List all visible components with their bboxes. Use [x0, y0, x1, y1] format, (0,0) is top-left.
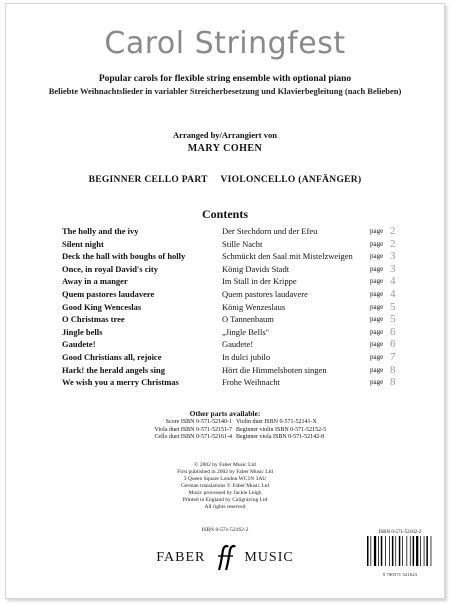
toc-title-english: We wish you a merry Christmas [62, 377, 179, 388]
toc-row [62, 288, 402, 301]
sheet-music-inner-cover [5, 3, 445, 599]
toc-page-number: 3 [390, 262, 396, 275]
toc-page-label: page [370, 277, 384, 286]
toc-title-german: In dulci jubilo [222, 351, 271, 362]
isbn: ISBN 0-571-52162-2 [201, 527, 249, 533]
toc-page-label: page [370, 352, 384, 361]
toc-page-label: page [370, 302, 384, 311]
part-english: BEGINNER CELLO PART [88, 175, 208, 185]
part-label [6, 175, 444, 185]
publisher-logo-right: MUSIC [244, 550, 294, 565]
toc-page-number: 6 [390, 338, 396, 351]
arranger-name: MARY COHEN [187, 143, 263, 154]
credit-line: All rights reserved [204, 504, 246, 510]
toc-title-german: „Jingle Bells" [222, 326, 270, 337]
toc-page-number: 8 [390, 376, 396, 389]
toc-page-label: page [370, 252, 384, 261]
other-part-left: Score ISBN 0-571-52140-1 [165, 419, 232, 425]
toc-page-label: page [370, 264, 384, 273]
toc-row [62, 301, 402, 314]
credit-line: Printed in England by Caligraving Ltd [182, 497, 268, 503]
credit-line: 3 Queen Square London WC1N 3AU [183, 476, 267, 482]
toc-title-english: Good King Wenceslas [62, 301, 142, 312]
toc-title-english: The holly and the ivy [62, 226, 139, 236]
toc-page-label: page [370, 378, 384, 387]
toc-row [62, 313, 402, 326]
page-title: Carol Stringfest [104, 26, 346, 61]
part-german: VIOLONCELLO (ANFÄNGER) [220, 175, 362, 185]
toc-title-english: Away in a manger [62, 276, 128, 287]
arranged-by-label: Arranged by/Arrangiert von [173, 130, 277, 140]
other-part-right: Violin duet ISBN 0-571-52141-X [236, 419, 317, 425]
toc-page-number: 2 [390, 237, 396, 250]
toc-page-number: 2 [390, 225, 396, 237]
toc-page-number: 6 [390, 325, 396, 338]
toc-title-german: Im Stall in der Krippe [222, 276, 297, 287]
toc-title-english: Hark! the herald angels sing [62, 364, 165, 375]
other-part-row [114, 427, 354, 435]
credit-line: Music processed by Jackie Leigh [188, 490, 262, 496]
toc-title-german: König Wenzeslaus [222, 301, 286, 312]
credit-line: German translations © Faber Music Ltd [180, 483, 270, 489]
toc-page-label: page [370, 239, 384, 248]
copyright-credits [6, 462, 444, 511]
toc-title-german: Hört die Himmelsboten singen [222, 364, 327, 375]
credit-line: © 2002 by Faber Music Ltd [194, 462, 256, 468]
toc-page-number: 3 [390, 250, 396, 263]
toc-page-label: page [370, 315, 384, 324]
toc-page-number: 4 [390, 287, 396, 300]
toc-page-number: 8 [390, 363, 396, 376]
barcode-bars-icon [364, 535, 436, 567]
toc-row [62, 351, 402, 364]
publisher-logo-left: FABER [156, 550, 206, 565]
other-part-left: Cello duet ISBN 0-571-52161-4 [154, 434, 232, 440]
toc-page-number: 5 [390, 300, 396, 313]
toc-page-label: page [370, 365, 384, 374]
toc-row [62, 225, 402, 238]
toc-page-label: page [370, 289, 384, 298]
toc-title-english: Gaudete! [62, 339, 96, 350]
toc-title-german: O Tannenbaum [222, 314, 274, 325]
toc-page-number: 4 [390, 275, 396, 288]
barcode-isbn: ISBN 0-571-52162-2 [378, 530, 422, 535]
toc-page-number: 7 [390, 350, 396, 363]
barcode-digits: 9 780571 521623 [382, 572, 418, 577]
toc-title-english: Once, in royal David's city [62, 263, 158, 274]
forte-ff-icon [212, 544, 238, 572]
credit-line: First published in 2002 by Faber Music Ltd [177, 469, 273, 475]
barcode [364, 530, 436, 578]
toc-title-german: Schmückt den Saal mit Mistelzweigen [222, 251, 353, 262]
toc-page-label: page [370, 227, 384, 235]
toc-row [62, 275, 402, 288]
toc-row [62, 250, 402, 263]
toc-page-number: 5 [390, 313, 396, 326]
other-part-right: Beginner violin ISBN 0-571-52152-5 [236, 426, 327, 433]
toc-title-german: König Davids Stadt [222, 263, 290, 274]
subtitle: Popular carols for flexible string ensemble with optional piano [98, 74, 352, 84]
toc-title-english: Jingle bells [62, 326, 103, 337]
toc-title-english: O Christmas tree [62, 314, 125, 325]
toc-row [62, 338, 402, 351]
toc-title-german: Frohe Weihnacht [222, 377, 280, 388]
toc-row [62, 238, 402, 251]
contents-heading: Contents [201, 207, 248, 221]
toc-page-label: page [370, 327, 384, 336]
toc-title-english: Quem pastores laudavere [62, 288, 155, 299]
toc-row [62, 376, 402, 389]
toc-title-english: Silent night [62, 238, 104, 249]
toc-title-english: Good Christians all, rejoice [62, 351, 162, 362]
toc-row [62, 326, 402, 339]
other-parts-heading: Other parts available: [189, 409, 261, 418]
toc-title-english: Deck the hall with boughs of holly [62, 251, 186, 262]
toc-title-german: Quem pastores laudavere [222, 288, 308, 299]
toc-row [62, 263, 402, 276]
toc-title-german: Gaudete! [222, 339, 254, 350]
toc-title-german: Stille Nacht [222, 238, 263, 249]
table-of-contents [62, 225, 402, 389]
toc-page-label: page [370, 340, 384, 349]
other-parts-list [114, 419, 354, 442]
subtitle-german: Beliebte Weihnachtslieder in variabler Streicherbesetzung und Klavierbegleitung (nach Belieben) [48, 86, 402, 96]
other-part-left: Viola duet ISBN 0-571-52151-7 [154, 426, 232, 433]
other-part-right: Beginner viola ISBN 0-571-52142-8 [236, 434, 325, 440]
other-part-row [114, 434, 354, 442]
other-part-row [114, 419, 354, 427]
toc-title-german: Der Stechdorn und der Efeu [222, 226, 318, 236]
toc-row [62, 364, 402, 377]
